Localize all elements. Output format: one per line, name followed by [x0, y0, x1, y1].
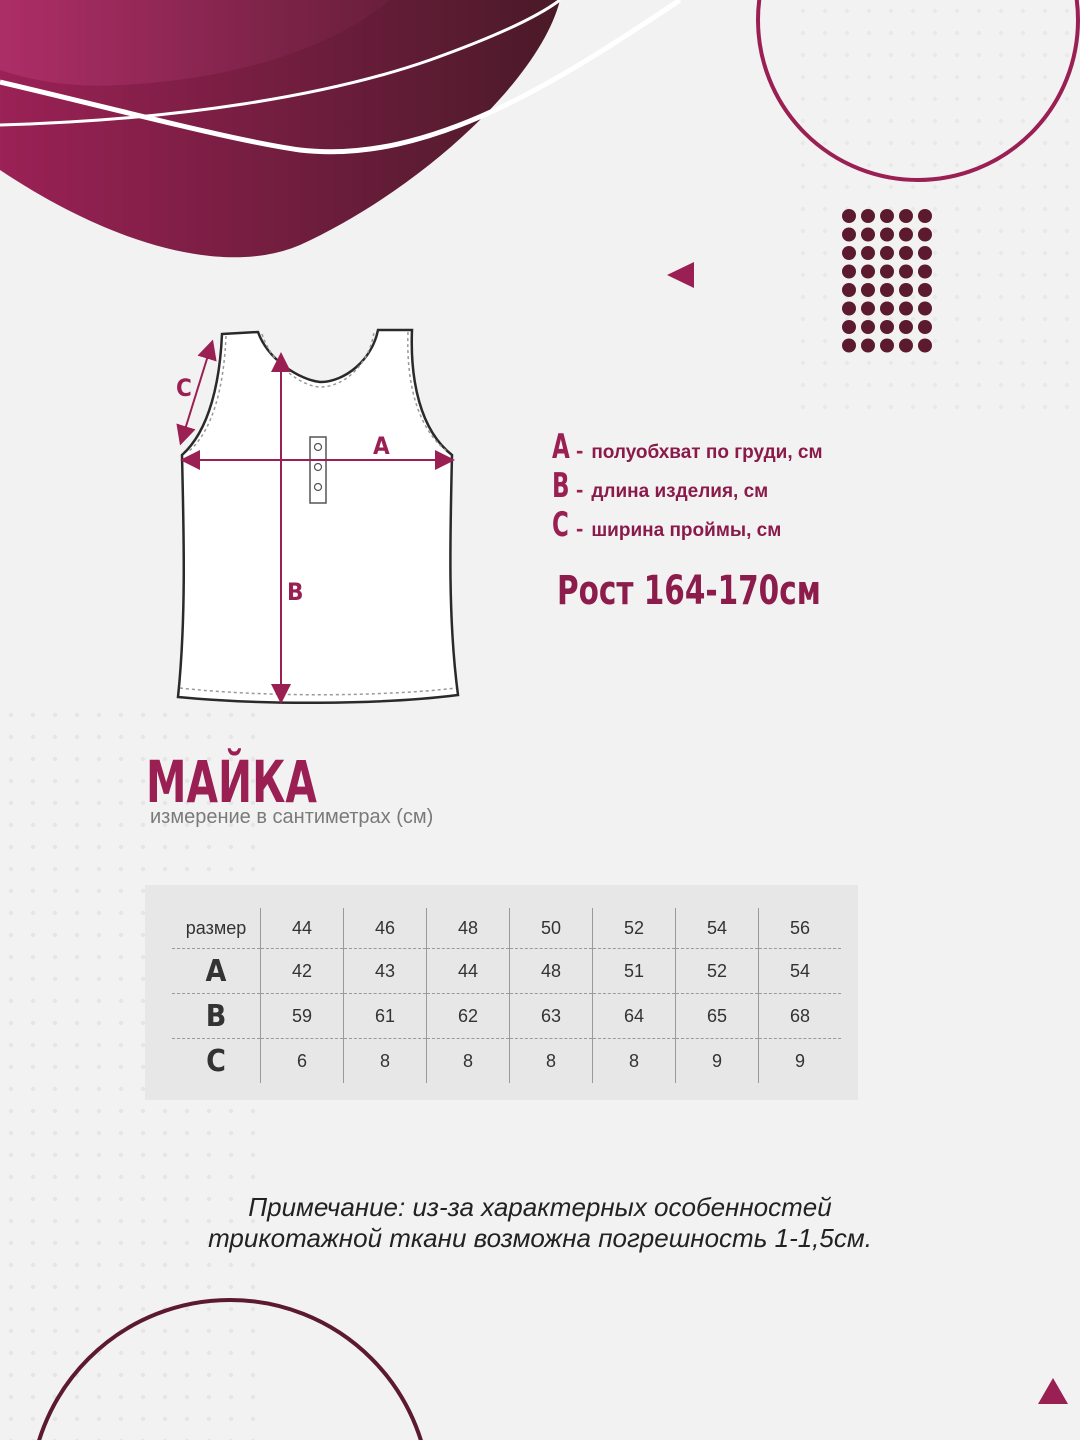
legend-letter: A	[552, 427, 570, 467]
legend-letter: B	[552, 466, 570, 506]
height-label: Рост 164-170см	[557, 568, 821, 614]
table-row	[172, 994, 841, 1039]
size-table	[172, 908, 841, 1083]
table-cell: 54	[759, 949, 842, 994]
table-cell: 6	[261, 1039, 344, 1084]
table-cell: 48	[510, 949, 593, 994]
size-header-cell: 48	[427, 908, 510, 949]
size-header-cell: 54	[676, 908, 759, 949]
legend-dash: -	[576, 438, 584, 463]
size-header-cell: 56	[759, 908, 842, 949]
legend-dash: -	[576, 516, 584, 541]
table-cell: 52	[676, 949, 759, 994]
row-label: B	[172, 994, 261, 1039]
table-cell: 63	[510, 994, 593, 1039]
size-header-cell: 44	[261, 908, 344, 949]
product-subtitle: измерение в сантиметрах (см)	[150, 806, 434, 828]
measure-c-label: C	[176, 374, 192, 402]
table-cell: 65	[676, 994, 759, 1039]
table-cell: 8	[344, 1039, 427, 1084]
legend-text: длина изделия, см	[591, 481, 769, 502]
size-header-cell: 46	[344, 908, 427, 949]
table-row	[172, 949, 841, 994]
measure-a-label: A	[373, 432, 390, 460]
note-line: трикотажной ткани возможна погрешность 1-1,5см.	[208, 1223, 872, 1253]
product-title: МАЙКА	[146, 748, 317, 816]
legend-item-a	[552, 428, 952, 467]
table-cell: 9	[676, 1039, 759, 1084]
table-cell: 59	[261, 994, 344, 1039]
row-label: A	[172, 949, 261, 994]
disclaimer-note	[160, 1192, 920, 1254]
table-row	[172, 1039, 841, 1084]
table-header-label: размер	[172, 908, 261, 949]
table-cell: 51	[593, 949, 676, 994]
table-cell: 8	[427, 1039, 510, 1084]
legend-letter: C	[552, 505, 569, 545]
table-cell: 8	[593, 1039, 676, 1084]
size-header-cell: 50	[510, 908, 593, 949]
table-cell: 68	[759, 994, 842, 1039]
table-cell: 62	[427, 994, 510, 1039]
measure-b-label: B	[287, 578, 304, 606]
legend-dash: -	[576, 477, 584, 502]
table-cell: 43	[344, 949, 427, 994]
legend-item-b	[552, 467, 952, 506]
legend-text: полуобхват по груди, см	[591, 442, 823, 463]
table-cell: 8	[510, 1039, 593, 1084]
legend-text: ширина проймы, см	[591, 520, 782, 541]
row-label: C	[206, 1043, 226, 1079]
table-cell: 9	[759, 1039, 842, 1084]
table-header-row	[172, 908, 841, 949]
size-header-cell: 52	[593, 908, 676, 949]
legend-item-c	[552, 506, 952, 545]
table-cell: 44	[427, 949, 510, 994]
table-cell: 61	[344, 994, 427, 1039]
note-line: Примечание: из-за характерных особенностей	[248, 1192, 832, 1222]
table-cell: 42	[261, 949, 344, 994]
measurement-legend	[552, 428, 952, 545]
table-cell: 64	[593, 994, 676, 1039]
